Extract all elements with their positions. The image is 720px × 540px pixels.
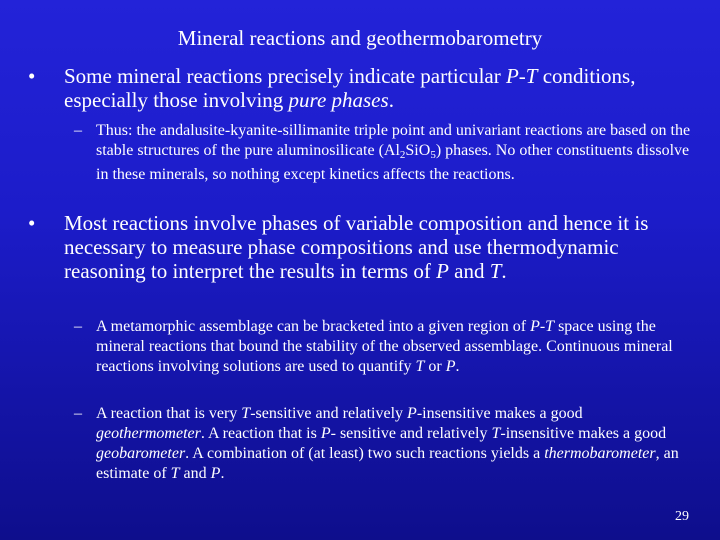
bullet-2 [28,211,700,283]
sub-bullet-3 [74,404,694,484]
page-number: 29 [675,509,689,524]
bullet-1 [28,64,700,112]
sub-bullet-2-marker: – [74,318,82,335]
sub-bullet-1-marker: – [74,122,82,139]
bullet-1-marker: • [28,64,36,88]
sub-bullet-1-text: Thus: the andalusite-kyanite-sillimanite triple point and univariant reactions are based on the stable structures of the pure aluminosilicate $(Al_2SiO_5)$ phases. No other constituents dissolve in these minerals, so nothing except kinetics affects the reactions. [96,122,691,183]
sub-bullet-2-text: A metamorphic assemblage can be bracketed into a given region of P-T space using the mineral reactions that bound the stability of the observed assemblage. Continuous mineral reactions involving solutions are used to quantify T or P. [96,318,673,375]
bullet-1-text: Some mineral reactions precisely indicate particular P-T conditions, especially those involving pure phases. [64,64,636,112]
slide-title: Mineral reactions and geothermobarometry [177,26,543,50]
sub-bullet-3-marker: – [74,405,82,422]
bullet-2-text: Most reactions involve phases of variable composition and hence it is necessary to measure phase compositions and use thermodynamic reasoning to interpret the results in terms of P and T. [64,211,649,283]
sub-bullet-3-text: A reaction that is very T-sensitive and relatively P-insensitive makes a good geothermometer. A reaction that is P- sensitive and relatively T-insensitive makes a good geobarometer. A combination of (at least) two such reactions yields a thermobarometer, an estimate of T and P. [96,405,679,482]
bullet-2-marker: • [28,211,36,235]
sub-bullet-1 [74,121,694,185]
sub-bullet-2 [74,317,694,377]
